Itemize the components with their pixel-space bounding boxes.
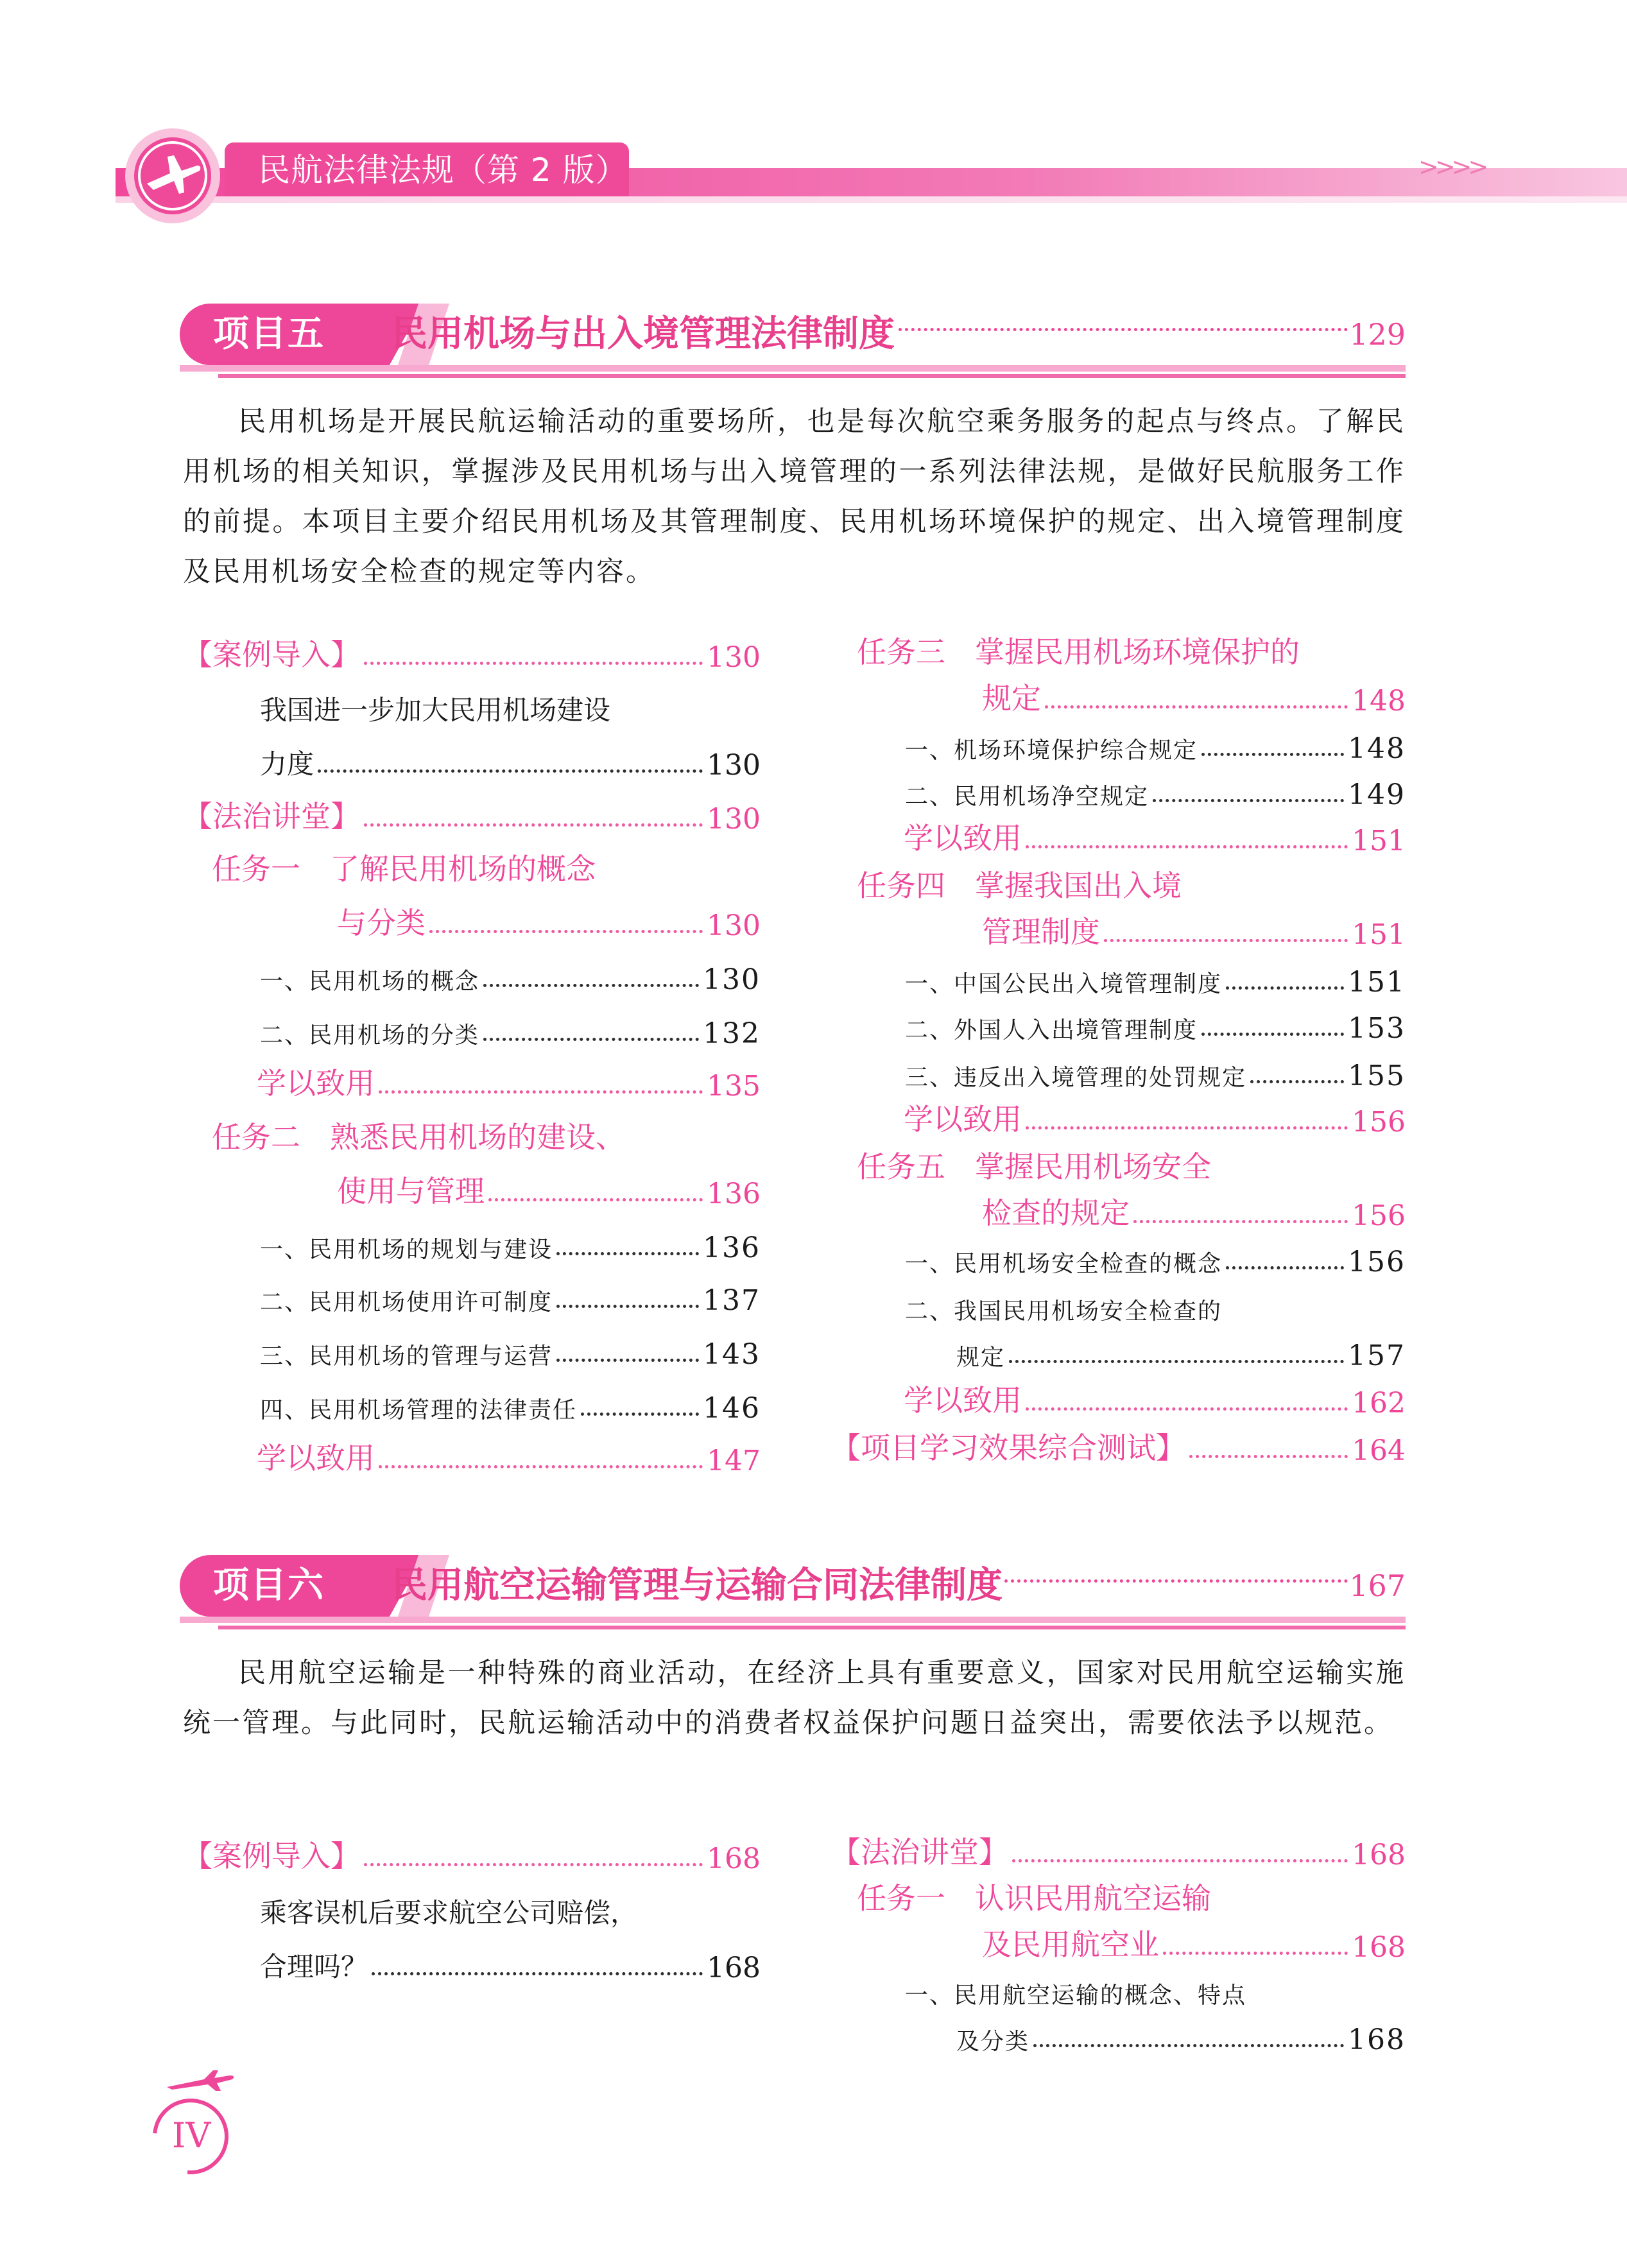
toc-entry-text: 三、违反出入境管理的处罚规定 xyxy=(905,1065,1247,1091)
toc-page-number: 130 xyxy=(707,749,761,782)
toc-entry-text: 检查的规定 xyxy=(982,1196,1130,1230)
toc-entry-text: 一、民用机场的概念 xyxy=(260,968,480,995)
toc-page-number: 151 xyxy=(1352,825,1406,857)
toc-entry-text: 及分类 xyxy=(956,2029,1030,2055)
project5-right-toc-entry[interactable] xyxy=(905,1233,1406,1278)
toc-page-number: 130 xyxy=(703,963,761,996)
project5-left-toc-entry[interactable] xyxy=(260,1380,761,1425)
project5-intro xyxy=(183,397,1406,597)
toc-entry-text: 我国进一步加大民用机场建设 xyxy=(260,694,611,726)
toc-page-number: 151 xyxy=(1352,918,1406,951)
toc-entry-text: 规定 xyxy=(956,1344,1006,1371)
toc-leader-dots xyxy=(1189,1455,1348,1458)
toc-leader-dots xyxy=(1026,1126,1348,1130)
project5-left-toc-entry[interactable] xyxy=(260,1005,761,1050)
toc-leader-dots xyxy=(1163,1952,1348,1955)
toc-page-number: 148 xyxy=(1348,732,1406,765)
project6-left-toc-entry[interactable] xyxy=(183,1830,761,1875)
toc-entry-text: 一、民用机场的规划与建设 xyxy=(260,1237,553,1263)
toc-entry-text: 学以致用 xyxy=(904,821,1022,855)
toc-leader-dots xyxy=(488,1198,703,1201)
project5-right-toc-entry[interactable] xyxy=(905,1000,1406,1045)
toc-entry-text: 任务四 掌握我国出入境 xyxy=(857,868,1182,903)
toc-leader-dots xyxy=(581,1413,699,1416)
toc-entry-text: 任务二 熟悉民用机场的建设、 xyxy=(212,1120,625,1155)
toc-entry-text: 二、民用机场的分类 xyxy=(260,1022,480,1049)
toc-page-number: 168 xyxy=(1352,1839,1406,1871)
project5-left-toc-entry[interactable] xyxy=(183,629,761,674)
toc-page-number: 164 xyxy=(1352,1434,1406,1467)
project6-page: 167 xyxy=(1349,1568,1406,1603)
project5-left-toc-entry[interactable] xyxy=(260,951,761,996)
project5-right-toc-entry[interactable] xyxy=(831,1422,1406,1467)
toc-page-number: 130 xyxy=(707,641,761,674)
toc-leader-dots xyxy=(556,1305,699,1308)
project6-intro-text: 民用航空运输是一种特殊的商业活动，在经济上具有重要意义，国家对民用航空运输实施统一管理。与此同时，民航运输活动中的消费者权益保护问题日益突出，需要依法予以规范。 xyxy=(183,1657,1406,1739)
project5-left-toc-entry[interactable] xyxy=(260,1272,761,1317)
toc-page-number: 137 xyxy=(703,1284,761,1317)
project5-right-toc-entry[interactable] xyxy=(905,766,1406,811)
toc-entry-text: 学以致用 xyxy=(904,1102,1022,1137)
toc-page-number: 130 xyxy=(707,803,761,836)
toc-leader-dots xyxy=(1153,799,1344,802)
toc-leader-dots xyxy=(379,1465,703,1468)
toc-leader-dots xyxy=(1226,986,1344,990)
toc-leader-dots xyxy=(556,1252,699,1255)
toc-leader-dots xyxy=(1133,1220,1348,1223)
toc-entry-text: 规定 xyxy=(982,681,1041,716)
toc-entry-text: 二、我国民用机场安全检查的 xyxy=(905,1298,1223,1325)
footer-airplane-icon xyxy=(166,2068,236,2096)
project5-right-toc-entry[interactable] xyxy=(905,1047,1406,1092)
toc-page-number: 143 xyxy=(703,1338,761,1371)
toc-page-number: 156 xyxy=(1352,1106,1406,1138)
toc-leader-dots xyxy=(1033,2044,1344,2047)
toc-leader-dots xyxy=(1012,1859,1348,1862)
toc-entry-text: 【案例导入】 xyxy=(183,1839,360,1873)
project5-left-toc-entry[interactable] xyxy=(257,1058,761,1103)
project5-right-toc-entry[interactable] xyxy=(904,1375,1406,1420)
toc-page-number: 151 xyxy=(1348,966,1406,999)
toc-entry-text: 一、机场环境保护综合规定 xyxy=(905,737,1198,764)
toc-entry-text: 使用与管理 xyxy=(337,1174,485,1208)
toc-page-number: 168 xyxy=(1348,2023,1406,2056)
toc-leader-dots xyxy=(1026,1407,1348,1411)
toc-leader-dots xyxy=(1201,753,1344,756)
project6-right-toc-entry[interactable] xyxy=(982,1919,1406,1964)
project5-right-toc-entry[interactable] xyxy=(905,720,1406,765)
toc-entry-text: 一、民用航空运输的概念、特点 xyxy=(905,1982,1247,2009)
toc-page-number: 148 xyxy=(1352,685,1406,717)
toc-entry-text: 三、民用机场的管理与运营 xyxy=(260,1343,553,1370)
project6-right-toc-entry[interactable] xyxy=(831,1826,1406,1871)
toc-page-number: 156 xyxy=(1348,1246,1406,1278)
toc-leader-dots xyxy=(372,1972,703,1975)
toc-leader-dots xyxy=(364,662,703,665)
toc-entry-text: 【法治讲堂】 xyxy=(831,1835,1008,1869)
toc-page-number: 155 xyxy=(1348,1060,1406,1092)
toc-page-number: 156 xyxy=(1352,1199,1406,1232)
project5-intro-text: 民用机场是开展民航运输活动的重要场所，也是每次航空乘务服务的起点与终点。了解民用机场的相关知识，掌握涉及民用机场与出入境管理的一系列法律法规，是做好民航服务工作的前提。本项目主要介绍民用机场及其管理制度、民用机场环境保护的规定、出入境管理制度及民用机场安全检查的规定等内容。 xyxy=(183,406,1406,588)
project5-right-toc-entry[interactable] xyxy=(857,860,1406,905)
toc-page-number: 168 xyxy=(707,1952,761,1984)
toc-entry-text: 二、外国人入出境管理制度 xyxy=(905,1017,1198,1044)
project5-banner xyxy=(180,292,1406,388)
toc-entry-text: 【案例导入】 xyxy=(183,637,360,672)
toc-page-number: 168 xyxy=(707,1843,761,1875)
toc-leader-dots xyxy=(1104,939,1348,942)
project5-right-toc-entry[interactable] xyxy=(904,1094,1406,1138)
toc-leader-dots xyxy=(1026,845,1348,848)
toc-leader-dots xyxy=(1045,705,1348,709)
toc-entry-text: 乘客误机后要求航空公司赔偿， xyxy=(260,1897,638,1929)
project6-right-toc-entry[interactable] xyxy=(905,1965,1406,2010)
toc-entry-text: 【法治讲堂】 xyxy=(183,799,360,834)
toc-entry-text: 任务一 了解民用机场的概念 xyxy=(212,852,596,886)
toc-page-number: 162 xyxy=(1352,1387,1406,1420)
project6-title: 民用航空运输管理与运输合同法律制度 xyxy=(392,1565,1003,1606)
toc-entry-text: 学以致用 xyxy=(257,1441,375,1475)
project5-left-toc-entry[interactable] xyxy=(260,737,761,782)
project6-right-toc-entry[interactable] xyxy=(956,2011,1406,2056)
project5-left-toc-entry[interactable] xyxy=(260,683,761,728)
toc-entry-text: 【项目学习效果综合测试】 xyxy=(831,1430,1185,1465)
book-title: 民航法律法规（第 2 版） xyxy=(258,151,628,189)
project6-right-toc-entry[interactable] xyxy=(857,1873,1406,1918)
toc-page-number: 136 xyxy=(707,1178,761,1210)
project6-banner xyxy=(180,1543,1406,1640)
project6-intro xyxy=(183,1648,1406,1748)
toc-entry-text: 与分类 xyxy=(337,906,426,940)
toc-entry-text: 学以致用 xyxy=(904,1383,1022,1418)
toc-page-number: 153 xyxy=(1348,1012,1406,1045)
toc-leader-dots xyxy=(318,769,703,773)
toc-page-number: 157 xyxy=(1348,1339,1406,1372)
project5-title: 民用机场与出入境管理法律制度 xyxy=(392,313,895,355)
toc-entry-text: 合理吗？ xyxy=(260,1951,368,1982)
toc-leader-dots xyxy=(556,1359,699,1362)
project5-left-toc-entry[interactable] xyxy=(212,843,761,888)
toc-page-number: 149 xyxy=(1348,778,1406,811)
toc-entry-text: 学以致用 xyxy=(257,1066,375,1101)
toc-leader-dots xyxy=(1226,1266,1344,1269)
toc-entry-text: 任务三 掌握民用机场环境保护的 xyxy=(857,635,1300,669)
toc-entry-text: 力度 xyxy=(260,748,314,780)
toc-entry-text: 任务五 掌握民用机场安全 xyxy=(857,1149,1211,1184)
header-band-light xyxy=(116,196,1627,203)
toc-page-number: 130 xyxy=(707,909,761,942)
toc-entry-text: 及民用航空业 xyxy=(982,1927,1159,1962)
toc-leader-dots xyxy=(1009,1360,1344,1363)
toc-leader-dots xyxy=(429,930,703,933)
toc-leader-dots xyxy=(1250,1080,1344,1083)
toc-leader-dots xyxy=(483,984,699,987)
project5-right-toc-entry[interactable] xyxy=(857,626,1406,671)
toc-leader-dots xyxy=(1201,1033,1344,1036)
project5-left-toc-entry[interactable] xyxy=(260,1219,761,1264)
project5-right-toc-entry[interactable] xyxy=(905,954,1406,999)
airplane-icon xyxy=(125,128,220,223)
page-number: IV xyxy=(172,2115,211,2156)
toc-page-number: 135 xyxy=(707,1070,761,1103)
project5-label: 项目五 xyxy=(213,313,325,355)
toc-page-number: 132 xyxy=(703,1017,761,1050)
toc-leader-dots xyxy=(364,1863,703,1866)
project5-left-toc-entry[interactable] xyxy=(183,791,761,836)
toc-leader-dots xyxy=(483,1038,699,1041)
project6-left-toc-entry[interactable] xyxy=(260,1939,761,1984)
project5-left-toc-entry[interactable] xyxy=(260,1326,761,1371)
project6-label: 项目六 xyxy=(213,1565,325,1606)
project5-left-toc-entry[interactable] xyxy=(257,1432,761,1477)
toc-entry-text: 二、民用机场净空规定 xyxy=(905,784,1149,810)
project5-right-toc-entry[interactable] xyxy=(982,673,1406,717)
toc-entry-text: 四、民用机场管理的法律责任 xyxy=(260,1397,578,1423)
toc-entry-text: 一、中国公民出入境管理制度 xyxy=(905,971,1223,997)
project5-right-toc-entry[interactable] xyxy=(857,1141,1406,1186)
toc-entry-text: 任务一 认识民用航空运输 xyxy=(857,1881,1211,1916)
project5-left-toc-entry[interactable] xyxy=(212,1112,761,1156)
project6-left-toc-entry[interactable] xyxy=(260,1886,761,1930)
project5-left-toc-entry[interactable] xyxy=(337,897,761,942)
project5-right-toc-entry[interactable] xyxy=(905,1281,1406,1326)
project5-right-toc-entry[interactable] xyxy=(956,1327,1406,1372)
project5-right-toc-entry[interactable] xyxy=(982,906,1406,951)
project5-page: 129 xyxy=(1349,317,1406,352)
toc-leader-dots xyxy=(379,1090,703,1094)
project5-right-toc-entry[interactable] xyxy=(982,1187,1406,1232)
toc-entry-text: 管理制度 xyxy=(982,915,1100,949)
toc-entry-text: 二、民用机场使用许可制度 xyxy=(260,1289,553,1316)
toc-page-number: 147 xyxy=(707,1445,761,1477)
toc-leader-dots xyxy=(364,823,703,827)
toc-page-number: 136 xyxy=(703,1232,761,1264)
chevrons-right-icon: >>>> xyxy=(1418,153,1485,181)
project5-left-toc-entry[interactable] xyxy=(337,1165,761,1210)
toc-entry-text: 一、民用机场安全检查的概念 xyxy=(905,1251,1223,1277)
toc-page-number: 168 xyxy=(1352,1931,1406,1964)
toc-page-number: 146 xyxy=(703,1392,761,1425)
project5-right-toc-entry[interactable] xyxy=(904,812,1406,857)
